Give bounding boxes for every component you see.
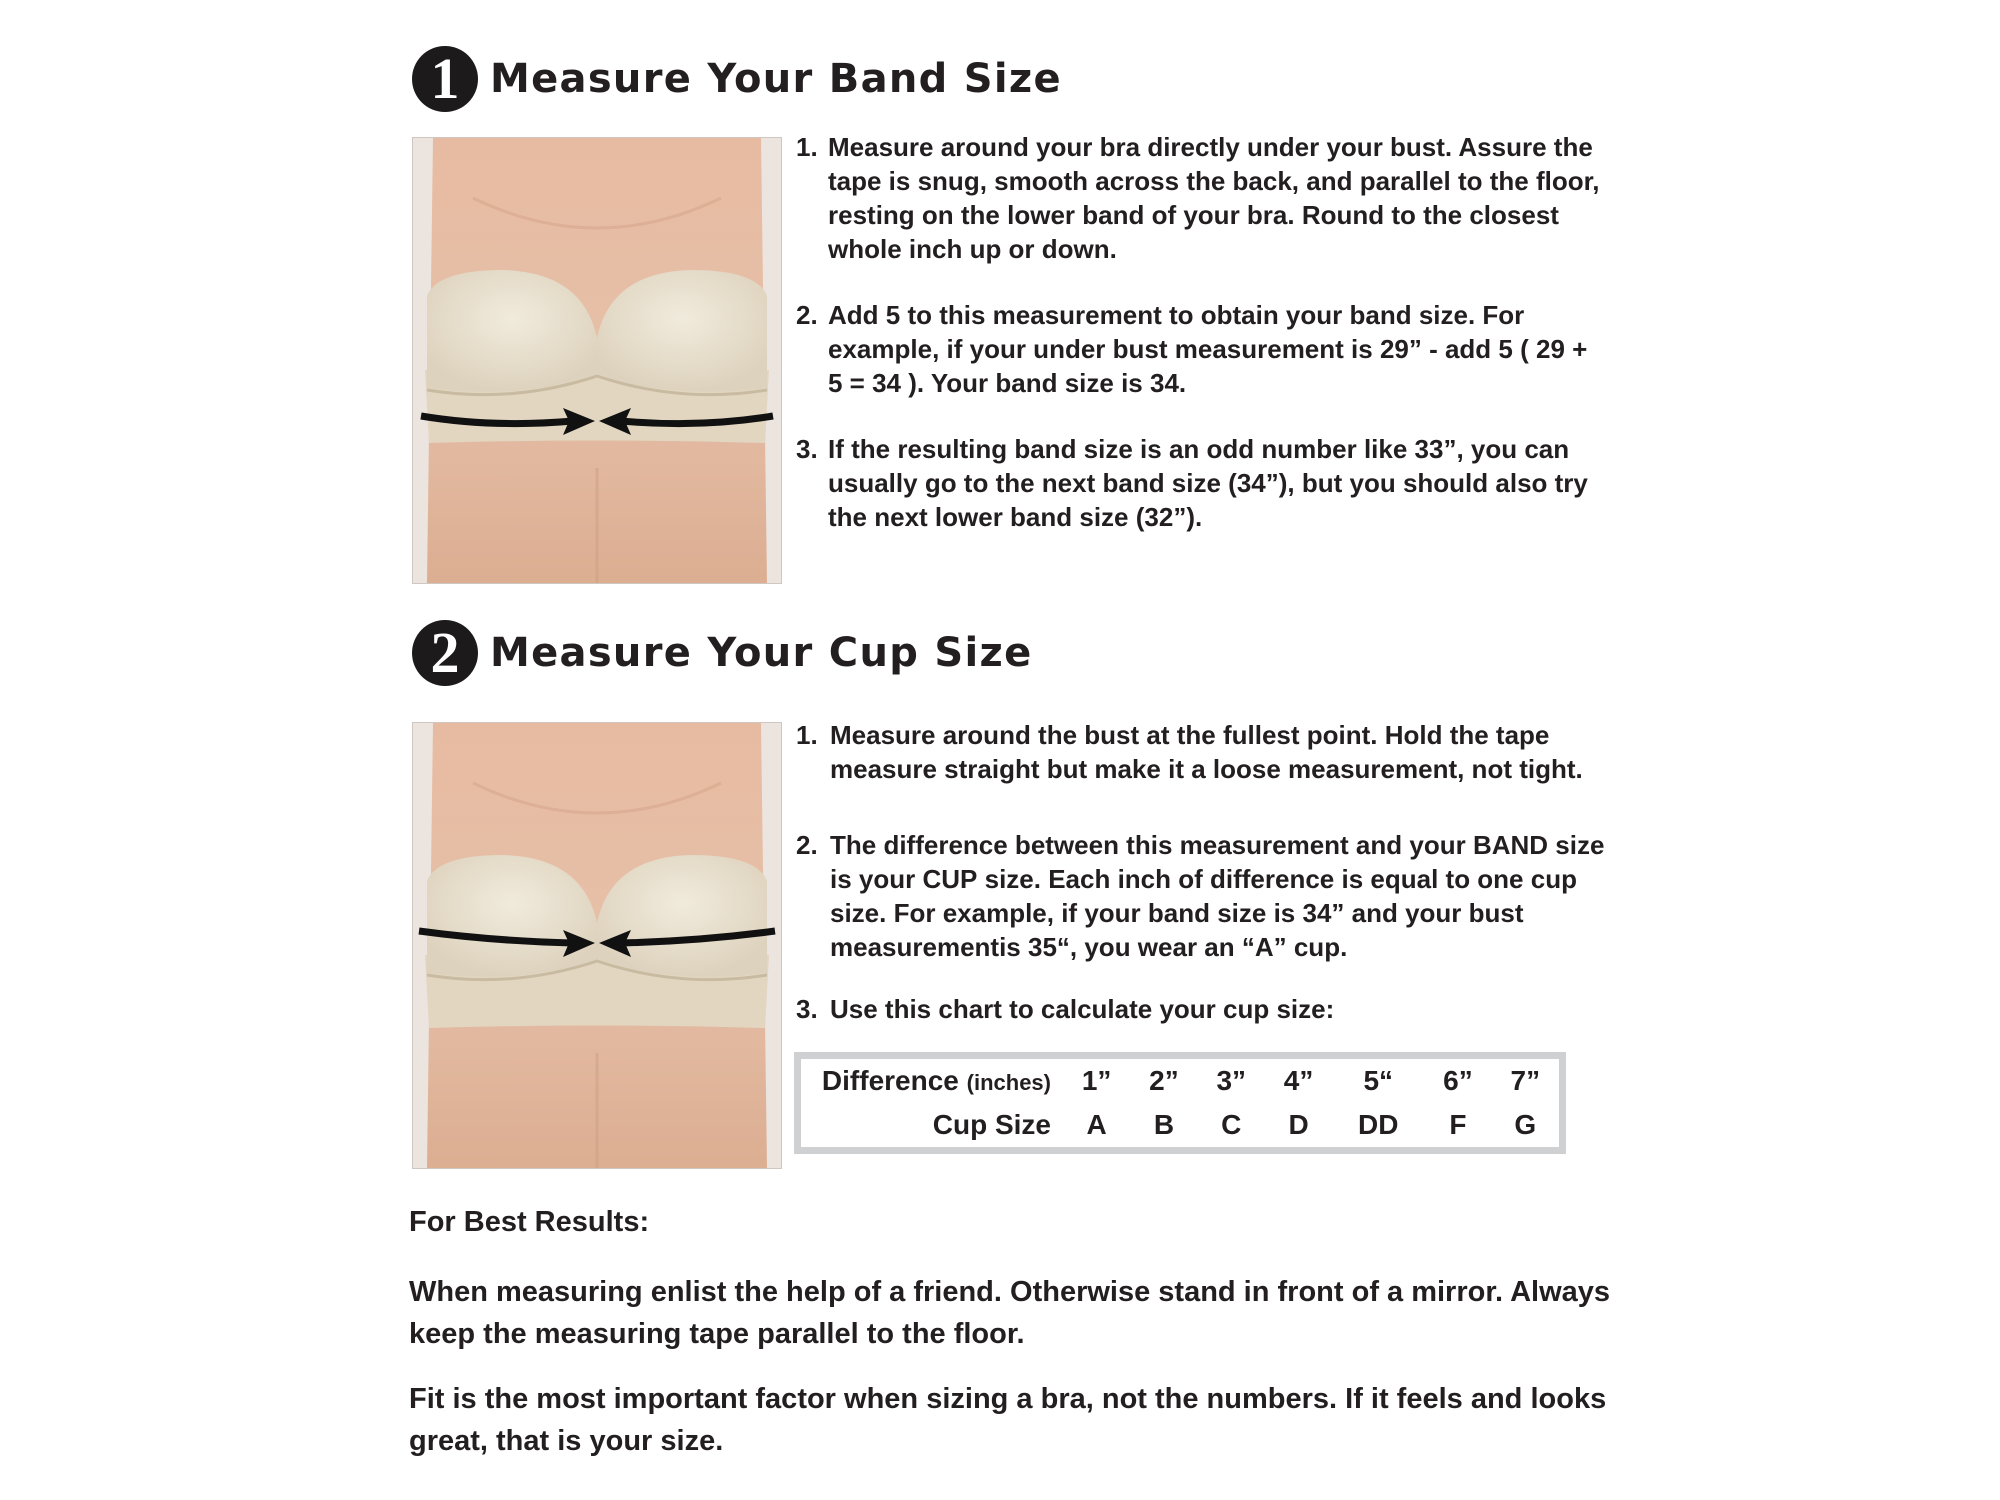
band-step-1-bold: directly under your bust.	[1147, 132, 1453, 162]
cup-steps-list	[796, 718, 1608, 1026]
cup-step-1-number: 1.	[796, 720, 818, 750]
band-measure-photo	[412, 137, 782, 584]
band-step-1-text-after: Assure the tape is snug, smooth across the back, and parallel to the floor, resting on the lower band of your bra. Round to the closest whole inch up or down.	[828, 132, 1600, 264]
difference-cell: 1”	[1081, 1065, 1112, 1096]
best-results-title: For Best Results:	[409, 1206, 650, 1238]
difference-unit: (inches)	[966, 1070, 1051, 1095]
cup-cell: DD	[1358, 1109, 1399, 1140]
band-step-2-number: 2.	[796, 300, 818, 330]
cup-step-3	[796, 992, 1608, 1026]
cup-step-2-text-2: size is your	[830, 830, 1605, 894]
cup-cell: G	[1514, 1109, 1537, 1140]
band-step-3	[796, 432, 1608, 534]
cup-step-1-text-before: Measure around the bust	[830, 720, 1147, 750]
difference-cell: 5“	[1363, 1065, 1394, 1096]
band-step-3-number: 3.	[796, 434, 818, 464]
best-results-paragraph-1: When measuring enlist the help of a friend. Otherwise stand in front of a mirror. Always keep the measuring tape parallel to the floor.	[409, 1276, 1611, 1350]
difference-label-cell	[801, 1059, 1063, 1103]
difference-cell: 7”	[1510, 1065, 1541, 1096]
cup-step-2-number: 2.	[796, 830, 818, 860]
cup-cell: B	[1153, 1109, 1175, 1140]
band-step-3-text: If the resulting band size is an odd number like 33”, you can usually go to the next band size (34”), but you should also try the next lower band size (32”).	[828, 434, 1588, 532]
band-step-2	[796, 298, 1608, 400]
band-step-1-text-before: Measure around your bra	[828, 132, 1148, 162]
cup-size-table	[801, 1059, 1559, 1147]
cup-size-chart	[794, 1052, 1566, 1154]
difference-cell: 3”	[1216, 1065, 1247, 1096]
cup-step-2-cup-bold: CUP	[922, 864, 978, 894]
cup-size-row	[801, 1103, 1559, 1147]
cup-size-label: Cup Size	[932, 1109, 1051, 1140]
cup-step-3-number: 3.	[796, 994, 818, 1024]
step-2-badge: 2	[412, 620, 478, 686]
band-step-1-number: 1.	[796, 132, 818, 162]
difference-cell: 6”	[1443, 1065, 1473, 1096]
cup-size-title: Measure Your Cup Size	[490, 630, 1033, 676]
cup-cell: D	[1288, 1109, 1309, 1140]
cup-step-2-text-3: size. Each inch of difference is equal to one cup size. For example, if your band size is 34” and your bust measurementis 35“, you wear an “A” cup.	[830, 864, 1577, 962]
band-step-1	[796, 130, 1608, 266]
difference-row	[801, 1059, 1559, 1103]
cup-size-heading	[412, 620, 1033, 686]
cup-step-1-bold: at the fullest point.	[1146, 720, 1378, 750]
band-steps-list	[796, 130, 1608, 534]
difference-cell: 4”	[1283, 1065, 1314, 1096]
cup-cell: C	[1221, 1109, 1242, 1140]
cup-step-2-band-bold: BAND	[1472, 830, 1549, 860]
band-step-2-text: Add 5 to this measurement to obtain your band size. For example, if your under bust measurement is 29” - add 5 ( 29 + 5 = 34 ). Your band size is 34.	[828, 300, 1588, 398]
best-results-paragraph-2: Fit is the most important factor when sizing a bra, not the numbers. If it feels and looks great, that is your size.	[409, 1383, 1607, 1457]
cup-step-3-text: Use this chart to calculate your cup size:	[830, 994, 1335, 1024]
step-1-badge: 1	[412, 46, 478, 112]
cup-step-1-text-after: Hold the tape measure straight but make it a loose measurement, not tight.	[830, 720, 1583, 784]
cup-step-2-text-1: The difference between this measurement and your	[830, 830, 1473, 860]
difference-cell: 2”	[1149, 1065, 1179, 1096]
cup-cell: A	[1086, 1109, 1107, 1140]
cup-measure-photo	[412, 722, 782, 1169]
cup-step-1	[796, 718, 1608, 786]
cup-cell: F	[1449, 1109, 1467, 1140]
cup-step-2	[796, 828, 1608, 964]
band-size-title: Measure Your Band Size	[490, 56, 1062, 102]
band-size-heading	[412, 46, 1062, 112]
difference-label: Difference	[821, 1065, 959, 1096]
